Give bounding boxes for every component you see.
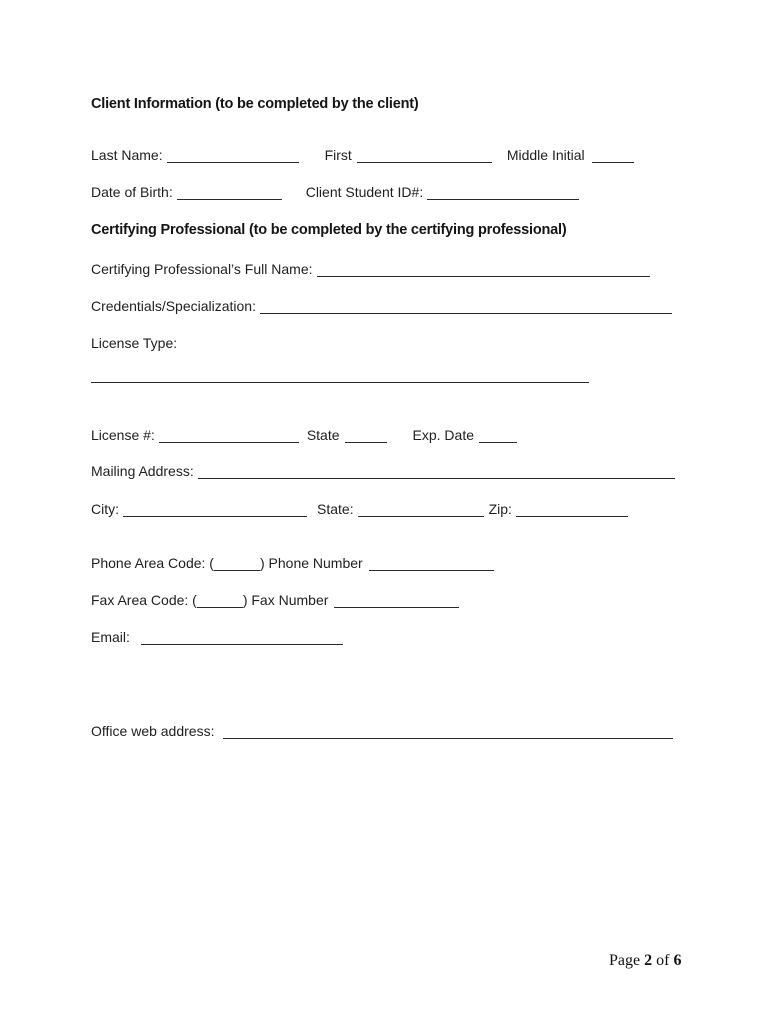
license-state-field[interactable] <box>345 428 387 443</box>
middle-initial-label: Middle Initial <box>506 147 585 163</box>
exp-date-label: Exp. Date <box>412 427 475 443</box>
credentials-field[interactable] <box>260 299 672 314</box>
client-student-id-label: Client Student ID#: <box>305 184 424 200</box>
footer-total-pages: 6 <box>673 952 682 969</box>
email-row <box>91 628 343 646</box>
email-field[interactable] <box>141 630 343 645</box>
dob-label: Date of Birth: <box>91 184 173 200</box>
footer-page-number: 2 <box>644 952 653 969</box>
last-name-label: Last Name: <box>91 147 163 163</box>
fax-row <box>91 591 459 609</box>
state-label: State: <box>317 501 354 517</box>
first-name-field[interactable] <box>357 148 492 163</box>
page-footer <box>609 952 681 970</box>
credentials-row <box>91 297 672 315</box>
dob-field[interactable] <box>177 185 282 200</box>
zip-label: Zip: <box>488 501 512 517</box>
fax-area-code-label: Fax Area Code: ( <box>91 592 197 608</box>
client-info-heading: Client Information (to be completed by the client) <box>91 96 419 112</box>
phone-area-code-field[interactable] <box>214 556 260 571</box>
name-row <box>91 146 634 164</box>
footer-page-word: Page <box>609 952 641 969</box>
phone-number-field[interactable] <box>369 556 494 571</box>
license-number-row <box>91 426 517 444</box>
office-web-address-field[interactable] <box>223 724 673 739</box>
license-number-field[interactable] <box>159 428 299 443</box>
zip-field[interactable] <box>516 502 628 517</box>
email-label: Email: <box>91 629 130 645</box>
license-type-row <box>91 334 177 352</box>
fax-area-code-field[interactable] <box>197 593 243 608</box>
first-name-label: First <box>324 147 352 163</box>
mailing-address-field[interactable] <box>198 464 675 479</box>
credentials-label: Credentials/Specialization: <box>91 298 256 314</box>
fax-number-label: ) Fax Number <box>242 592 329 608</box>
last-name-field[interactable] <box>167 148 299 163</box>
city-field[interactable] <box>123 502 307 517</box>
office-web-label: Office web address: <box>91 723 215 739</box>
license-state-label: State <box>306 427 340 443</box>
phone-number-label: ) Phone Number <box>259 555 363 571</box>
mailing-address-label: Mailing Address: <box>91 463 194 479</box>
license-type-field[interactable] <box>91 382 589 383</box>
exp-date-field[interactable] <box>479 428 517 443</box>
full-name-label: Certifying Professional’s Full Name: <box>91 261 313 277</box>
footer-of-word: of <box>656 952 670 969</box>
mailing-address-row <box>91 462 675 480</box>
fax-number-field[interactable] <box>334 593 459 608</box>
city-state-zip-row <box>91 500 628 518</box>
full-name-field[interactable] <box>317 262 650 277</box>
middle-initial-field[interactable] <box>592 148 634 163</box>
phone-area-code-label: Phone Area Code: ( <box>91 555 214 571</box>
client-student-id-field[interactable] <box>427 185 579 200</box>
full-name-row <box>91 260 650 278</box>
phone-row <box>91 554 494 572</box>
state-field[interactable] <box>358 502 484 517</box>
city-label: City: <box>91 501 119 517</box>
dob-row <box>91 183 579 201</box>
office-web-row <box>91 722 673 740</box>
license-type-label: License Type: <box>91 335 178 351</box>
certifying-professional-heading: Certifying Professional (to be completed by the certifying professional) <box>91 222 567 238</box>
license-number-label: License #: <box>91 427 155 443</box>
